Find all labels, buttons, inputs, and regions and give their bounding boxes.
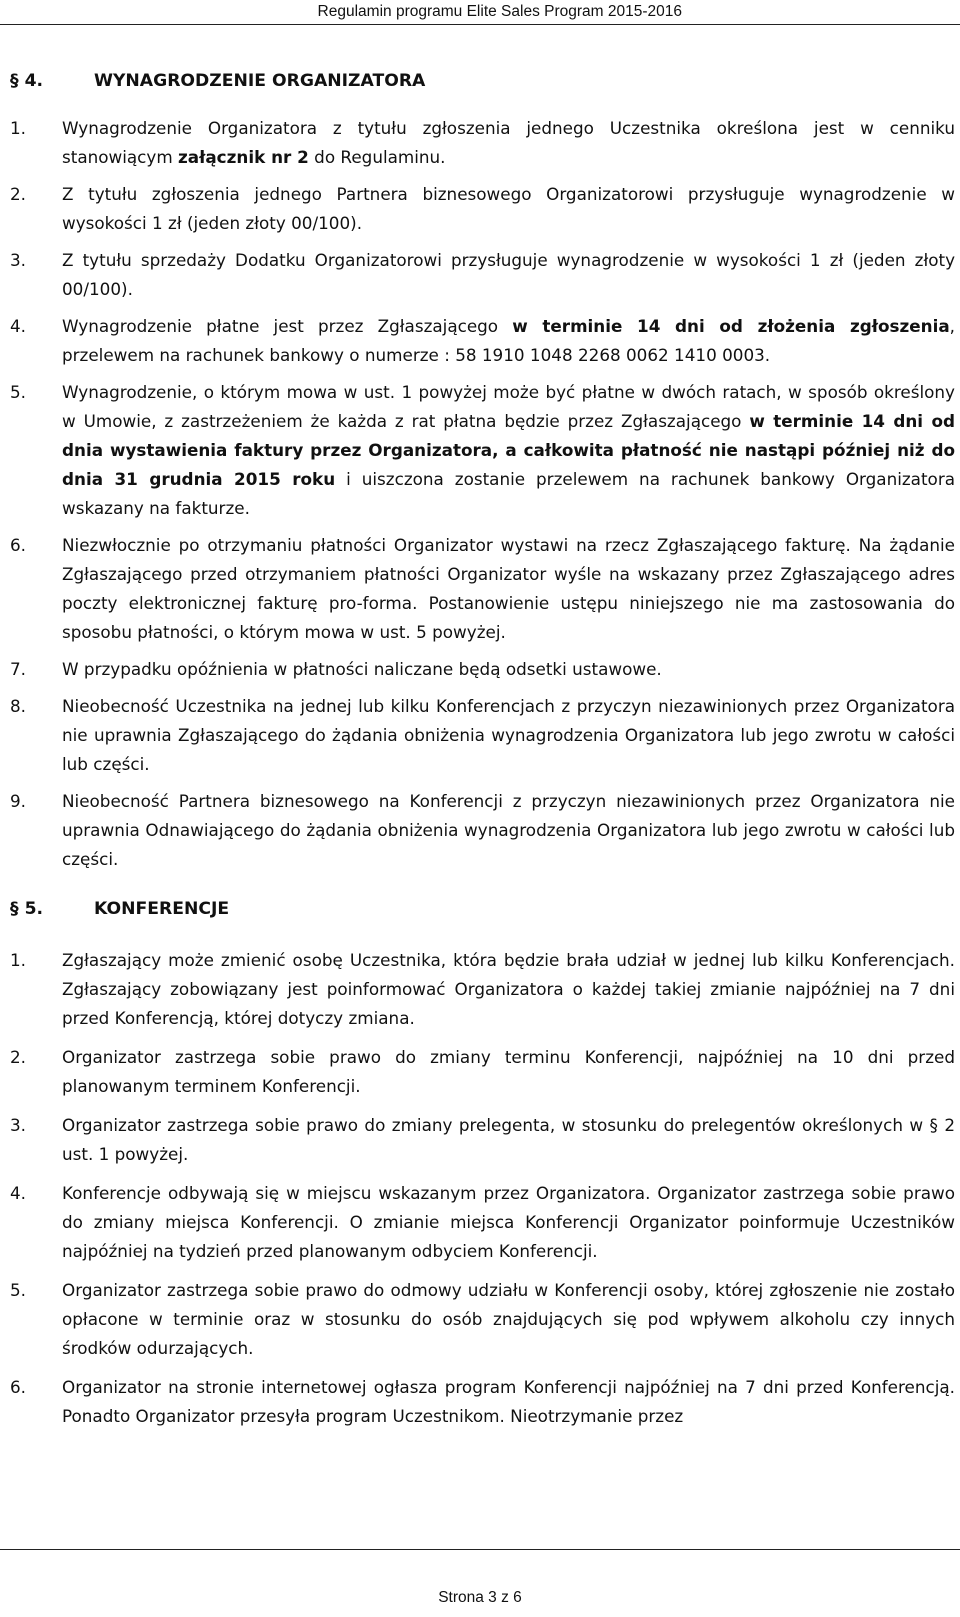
- text-run: Nieobecność Partnera biznesowego na Konferencji z przyczyn niezawinionych przez Organizatora nie uprawnia Odnawiającego do żądania obniżenia wynagrodzenia Organizatora lub jego zwrotu w całości lub części.: [62, 791, 955, 869]
- bold-text: w terminie 14 dni od złożenia zgłoszenia: [512, 316, 950, 336]
- item-text: [62, 787, 955, 874]
- bold-text: załącznik nr 2: [178, 147, 309, 167]
- item-text: [62, 1043, 955, 1101]
- section-4: [10, 66, 955, 874]
- item-number: 5.: [10, 1280, 27, 1300]
- item-text: [62, 1276, 955, 1363]
- item-text: [62, 531, 955, 647]
- page-header: [0, 0, 960, 26]
- text-run: Organizator zastrzega sobie prawo do odmowy udziału w Konferencji osoby, której zgłoszenie nie zostało opłacone w terminie oraz w stosunku do osób znajdujących się pod wpływem alkoholu czy innych środków odurzających.: [62, 1280, 955, 1358]
- text-run: Z tytułu sprzedaży Dodatku Organizatorowi przysługuje wynagrodzenie w wysokości 1 zł (jeden złoty 00/100).: [62, 250, 955, 299]
- item-number: 3.: [10, 250, 27, 270]
- section-heading: [10, 66, 955, 96]
- list-item: [10, 1111, 955, 1169]
- item-text: [62, 312, 955, 370]
- item-number: 7.: [10, 659, 27, 679]
- text-run: Wynagrodzenie, o którym mowa w ust. 1 powyżej może być płatne w dwóch ratach, w sposób określony w Umowie, z zastrzeżeniem że każda z rat płatna będzie przez Zgłaszającego: [62, 382, 955, 431]
- text-run: Zgłaszający może zmienić osobę Uczestnika, która będzie brała udział w jednej lub kilku Konferencjach. Zgłaszający zobowiązany jest poinformować Organizatora o każdej takiej zmianie najpóźniej na 7 dni przed Konferencją, której dotyczy zmiana.: [62, 950, 955, 1028]
- text-run: Niezwłocznie po otrzymaniu płatności Organizator wystawi na rzecz Zgłaszającego fakturę. Na żądanie Zgłaszającego przed otrzymaniem płatności Organizator wyśle na wskazany przez Zgłaszającego adres poczty elektronicznej fakturę pro-forma. Postanowienie ustępu niniejszego nie ma zastosowania do sposobu płatności, o którym mowa w ust. 5 powyżej.: [62, 535, 955, 642]
- item-number: 6.: [10, 1377, 27, 1397]
- bold-text: w terminie 14 dni od dnia wystawienia faktury przez Organizatora, a całkowita płatność nie nastąpi później niż do dnia 31 grudnia 2015 roku: [62, 411, 955, 489]
- list-item: [10, 1043, 955, 1101]
- text-run: , przelewem na rachunek bankowy o numerze : 58 1910 1048 2268 0062 1410 0003.: [62, 316, 955, 365]
- item-text: [62, 1373, 955, 1431]
- text-run: Nieobecność Uczestnika na jednej lub kilku Konferencjach z przyczyn niezawinionych przez Organizatora nie uprawnia Zgłaszającego do żądania obniżenia wynagrodzenia Organizatora lub jego zwrotu w całości lub części.: [62, 696, 955, 774]
- item-text: [62, 378, 955, 523]
- list-item: [10, 655, 955, 684]
- list-item: [10, 1276, 955, 1363]
- text-run: i uiszczona zostanie przelewem na rachunek bankowy Organizatora wskazany na fakturze.: [62, 469, 955, 518]
- item-text: [62, 692, 955, 779]
- item-number: 2.: [10, 184, 27, 204]
- list-item: [10, 114, 955, 172]
- item-text: [62, 180, 955, 238]
- item-number: 4.: [10, 316, 27, 336]
- section-title: WYNAGRODZENIE ORGANIZATORA: [94, 71, 426, 91]
- item-number: 1.: [10, 118, 27, 138]
- item-text: [62, 1179, 955, 1266]
- section-number: § 4.: [10, 71, 44, 91]
- item-text: [62, 655, 955, 684]
- section-5-items: [10, 946, 955, 1431]
- page-footer: [0, 1549, 960, 1617]
- list-item: [10, 1373, 955, 1431]
- text-run: Wynagrodzenie Organizatora z tytułu zgłoszenia jednego Uczestnika określona jest w cenniku stanowiącym: [62, 118, 955, 167]
- item-number: 2.: [10, 1047, 27, 1067]
- list-item: [10, 180, 955, 238]
- text-run: Z tytułu zgłoszenia jednego Partnera biznesowego Organizatorowi przysługuje wynagrodzenie w wysokości 1 zł (jeden złoty 00/100).: [62, 184, 955, 233]
- document-title: Regulamin programu Elite Sales Program 2015-2016: [317, 3, 682, 20]
- document-body: [10, 66, 955, 1431]
- item-text: [62, 114, 955, 172]
- list-item: [10, 692, 955, 779]
- text-run: do Regulaminu.: [308, 147, 446, 167]
- section-title: KONFERENCJE: [94, 899, 230, 919]
- item-text: [62, 246, 955, 304]
- list-item: [10, 378, 955, 523]
- item-number: 4.: [10, 1183, 27, 1203]
- list-item: [10, 246, 955, 304]
- footer-divider: [0, 1549, 960, 1550]
- item-number: 9.: [10, 791, 27, 811]
- page-number: Strona 3 z 6: [438, 1589, 522, 1606]
- text-run: Konferencje odbywają się w miejscu wskazanym przez Organizatora. Organizator zastrzega sobie prawo do zmiany miejsca Konferencji. O zmianie miejsca Konferencji Organizator poinformuje Uczestników najpóźniej na tydzień przed planowanym odbyciem Konferencji.: [62, 1183, 955, 1261]
- section-number: § 5.: [10, 899, 44, 919]
- item-number: 6.: [10, 535, 27, 555]
- text-run: Organizator na stronie internetowej ogłasza program Konferencji najpóźniej na 7 dni przed Konferencją. Ponadto Organizator przesyła program Uczestnikom. Nieotrzymanie przez: [62, 1377, 955, 1426]
- text-run: Organizator zastrzega sobie prawo do zmiany prelegenta, w stosunku do prelegentów określonych w § 2 ust. 1 powyżej.: [62, 1115, 955, 1164]
- section-5: [10, 894, 955, 1431]
- item-number: 3.: [10, 1115, 27, 1135]
- text-run: Wynagrodzenie płatne jest przez Zgłaszającego: [62, 316, 513, 336]
- item-number: 1.: [10, 950, 27, 970]
- section-4-items: [10, 114, 955, 874]
- item-text: [62, 1111, 955, 1169]
- text-run: Organizator zastrzega sobie prawo do zmiany terminu Konferencji, najpóźniej na 10 dni przed planowanym terminem Konferencji.: [62, 1047, 955, 1096]
- item-number: 8.: [10, 696, 27, 716]
- item-number: 5.: [10, 382, 27, 402]
- list-item: [10, 787, 955, 874]
- list-item: [10, 946, 955, 1033]
- list-item: [10, 312, 955, 370]
- item-text: [62, 946, 955, 1033]
- header-divider: [0, 24, 960, 25]
- section-heading: [10, 894, 955, 924]
- text-run: W przypadku opóźnienia w płatności naliczane będą odsetki ustawowe.: [62, 659, 662, 679]
- list-item: [10, 1179, 955, 1266]
- list-item: [10, 531, 955, 647]
